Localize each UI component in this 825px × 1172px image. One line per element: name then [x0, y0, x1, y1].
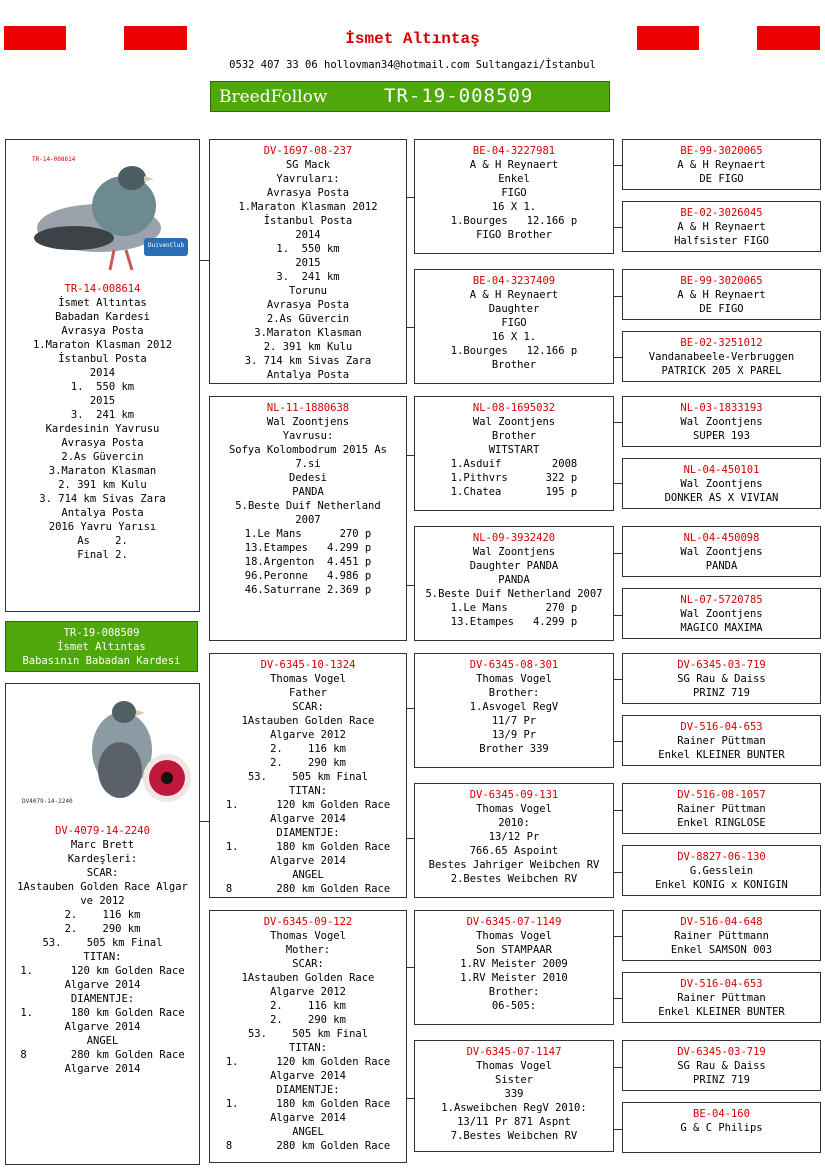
pedigree-line: PANDA: [498, 574, 530, 586]
pedigree-line: 3. 714 km Sivas Zara: [244, 355, 372, 367]
ancestor-card-gen4: [622, 396, 821, 447]
ring-number: BE-02-3026045: [680, 207, 763, 219]
pedigree-line: Thomas Vogel: [476, 803, 552, 815]
pedigree-line: 1Astauben Golden Race: [241, 972, 375, 984]
pedigree-line: Yavrusu:: [282, 430, 334, 442]
connector: [406, 327, 414, 328]
pedigree-line: Son STAMPAAR: [476, 944, 552, 956]
pedigree-line: MAGICO MAXIMA: [680, 622, 763, 634]
pedigree-line: Thomas Vogel: [270, 930, 346, 942]
ancestor-card-gen4: [622, 526, 821, 577]
ancestor-card-gen2: [209, 910, 407, 1163]
pedigree-line: 13.Etampes 4.299 p: [244, 542, 372, 554]
pedigree-line: 2010:: [498, 817, 530, 829]
pedigree-line: Enkel KLEINER BUNTER: [658, 1006, 785, 1018]
ancestor-card-gen4: [622, 588, 821, 639]
ring-number: BE-99-3020065: [680, 275, 763, 287]
pedigree-line: SCAR:: [86, 867, 119, 879]
brand-name: BreedFollow: [219, 87, 328, 107]
pedigree-line: DONKER AS X VIVIAN: [664, 492, 779, 504]
pedigree-line: Algarve 2014: [270, 1070, 346, 1082]
ring-number: DV-516-04-653: [680, 721, 763, 733]
pedigree-line: 2. 290 km: [64, 923, 141, 935]
pedigree-line: A & H Reynaert: [677, 221, 766, 233]
pedigree-line: 7.Bestes Weibchen RV: [450, 1130, 578, 1142]
pedigree-line: 766.65 Aspoint: [469, 845, 559, 857]
pedigree-line: 11/7 Pr: [491, 715, 537, 727]
pedigree-line: DE FIGO: [699, 173, 744, 185]
connector: [614, 679, 622, 680]
ring-number: NL-09-3932420: [472, 532, 556, 544]
pedigree-line: Algarve 2014: [270, 813, 346, 825]
subject-ring: TR-19-008509: [63, 627, 140, 639]
pedigree-line: 3. 241 km: [70, 409, 135, 421]
pedigree-line: DIAMENTJE:: [276, 827, 340, 839]
pedigree-line: Mother:: [285, 944, 331, 956]
pedigree-line: PRINZ 719: [693, 687, 750, 699]
pedigree-line: Avrasya Posta: [266, 187, 350, 199]
ancestor-card-gen3: [414, 139, 614, 254]
pedigree-line: 53. 505 km Final: [247, 1028, 369, 1040]
ring-number: DV-8827-06-130: [677, 851, 766, 863]
pedigree-line: 5.Beste Duif Netherland 2007: [425, 588, 603, 600]
pedigree-line: Enkel KONIG x KONIGIN: [655, 879, 788, 891]
ring-number: NL-11-1880638: [266, 402, 350, 414]
ring-number: BE-04-160: [693, 1108, 750, 1120]
connector: [406, 197, 414, 198]
pedigree-line: 3. 714 km Sivas Zara: [39, 493, 166, 505]
pedigree-line: 2.As Güvercin: [61, 451, 144, 463]
pedigree-line: Rainer Püttman: [677, 803, 766, 815]
pedigree-line: 1. 180 km Golden Race: [20, 1007, 185, 1019]
pedigree-line: Rainer Püttman: [677, 992, 766, 1004]
pedigree-line: Algarve 2012: [270, 729, 346, 741]
pedigree-line: Wal Zoontjens: [680, 546, 763, 558]
pedigree-line: 53. 505 km Final: [247, 771, 369, 783]
pedigree-line: 3.Maraton Klasman: [48, 465, 157, 477]
pedigree-line: G.Gesslein: [689, 865, 754, 877]
ancestor-card-gen4: [622, 845, 821, 896]
pigeon-image: [14, 146, 192, 276]
ring-number: DV-1697-08-237: [263, 145, 353, 157]
pedigree-line: İstanbul Posta: [263, 215, 353, 227]
ring-number: NL-04-450098: [683, 532, 760, 544]
pedigree-line: Brother 339: [479, 743, 549, 755]
ring-number: NL-03-1833193: [680, 402, 763, 414]
pedigree-line: 1. 120 km Golden Race: [225, 1056, 391, 1068]
pedigree-line: Algarve 2014: [64, 1063, 141, 1075]
ancestor-card-gen3: [414, 526, 614, 641]
ring-number: DV-6345-07-1149: [466, 916, 562, 928]
connector: [614, 998, 622, 999]
pedigree-line: Kardeşleri:: [67, 853, 138, 865]
connector: [406, 708, 414, 709]
pedigree-line: Algarve 2012: [270, 986, 346, 998]
subject-line: Babasının Babadan Kardesi: [22, 655, 181, 667]
pedigree-line: 1.Maraton Klasman 2012: [238, 201, 378, 213]
pedigree-line: ANGEL: [86, 1035, 119, 1047]
ancestor-card-gen4: [622, 910, 821, 961]
connector: [614, 1067, 622, 1068]
ancestor-card-gen4: [622, 783, 821, 834]
pedigree-line: DE FIGO: [699, 303, 744, 315]
ancestor-card-gen4: [622, 269, 821, 320]
pedigree-line: Rainer Püttmann: [674, 930, 769, 942]
ring-number: DV-6345-09-122: [263, 916, 353, 928]
pedigree-line: 7.si: [295, 458, 321, 470]
pedigree-line: Enkel KLEINER BUNTER: [658, 749, 785, 761]
pedigree-line: 2. 116 km: [64, 909, 141, 921]
connector: [199, 821, 209, 822]
pedigree-line: Sofya Kolombodrum 2015 As: [228, 444, 388, 456]
pedigree-line: Wal Zoontjens: [266, 416, 350, 428]
pedigree-line: 13/12 Pr: [488, 831, 540, 843]
pedigree-line: Wal Zoontjens: [680, 416, 763, 428]
pedigree-line: Thomas Vogel: [476, 930, 552, 942]
ancestor-card-gen2: [209, 396, 407, 641]
pedigree-line: Marc Brett: [70, 839, 135, 851]
ring-number: DV-516-04-648: [680, 916, 763, 928]
pedigree-line: PANDA: [292, 486, 324, 498]
pedigree-line: Babadan Kardesi: [55, 311, 150, 323]
dam-card: [5, 683, 200, 1165]
sire-photo-caption: TR-14-008614: [32, 156, 76, 163]
pedigree-line: FIGO: [501, 187, 527, 199]
pedigree-line: Antalya Posta: [266, 369, 350, 381]
pedigree-line: SCAR:: [292, 958, 324, 970]
pedigree-line: Halfsister FIGO: [674, 235, 769, 247]
pedigree-line: 2. 391 km Kulu: [58, 479, 147, 491]
pedigree-line: ANGEL: [292, 1126, 324, 1138]
ancestor-card-gen3: [414, 653, 614, 768]
ring-number: DV-6345-03-719: [677, 659, 766, 671]
dam-photo: [12, 690, 195, 812]
ancestor-card-gen2: [209, 139, 407, 384]
pedigree-line: A & H Reynaert: [469, 289, 559, 301]
ancestor-card-gen4: [622, 331, 821, 382]
ring-number: DV-516-04-653: [680, 978, 763, 990]
pedigree-line: 13/11 Pr 871 Aspnt: [457, 1116, 571, 1128]
pedigree-line: Rainer Püttman: [677, 735, 766, 747]
pedigree-line: TITAN:: [83, 951, 122, 963]
pedigree-line: Algarve 2014: [270, 855, 346, 867]
pedigree-line: 3. 241 km: [276, 271, 340, 283]
ring-number: DV-6345-07-1147: [466, 1046, 562, 1058]
pedigree-line: 06-505:: [491, 1000, 537, 1012]
ring-number: NL-04-450101: [683, 464, 760, 476]
pedigree-line: 1. 550 km: [276, 243, 340, 255]
ancestor-card-gen4: [622, 972, 821, 1023]
dam-details: [6, 838, 199, 1076]
banner-ring-number: TR-19-008509: [384, 85, 534, 107]
pedigree-line: Wal Zoontjens: [472, 416, 556, 428]
ring-number: BE-99-3020065: [680, 145, 763, 157]
pedigree-line: 3.Maraton Klasman: [254, 327, 362, 339]
sire-photo: [14, 146, 192, 276]
pedigree-line: SCAR:: [292, 701, 324, 713]
pedigree-line: FIGO: [501, 317, 527, 329]
ring-number: NL-08-1695032: [472, 402, 556, 414]
ring-number: DV-516-08-1057: [677, 789, 766, 801]
pedigree-line: 2015: [89, 395, 116, 407]
connector: [614, 741, 622, 742]
pedigree-line: Brother:: [488, 986, 540, 998]
pigeon-image: [12, 690, 195, 812]
pedigree-line: Brother: [491, 359, 537, 371]
pedigree-line: 18.Argenton 4.451 p: [244, 556, 372, 568]
pedigree-line: 1. 120 km Golden Race: [225, 799, 391, 811]
pedigree-line: TITAN:: [289, 1042, 327, 1054]
pedigree-line: 2. 116 km: [270, 1000, 346, 1012]
pedigree-line: 1.RV Meister 2009: [460, 958, 568, 970]
pedigree-line: 1. 180 km Golden Race: [225, 1098, 391, 1110]
connector: [614, 483, 622, 484]
pedigree-line: Vandanabeele-Verbruggen: [648, 351, 795, 363]
pedigree-line: Wal Zoontjens: [472, 546, 556, 558]
pedigree-line: 2. 391 km Kulu: [263, 341, 353, 353]
pedigree-line: Torunu: [289, 285, 327, 297]
breeder-contact: 0532 407 33 06 hollovman34@hotmail.com Sultangazi/İstanbul: [229, 59, 596, 71]
ring-number: BE-04-3227981: [472, 145, 556, 157]
pedigree-line: SUPER 193: [693, 430, 750, 442]
pedigree-line: İsmet Altıntas: [58, 297, 147, 309]
ancestor-card-gen4: [622, 458, 821, 509]
pedigree-line: 13/9 Pr: [491, 729, 537, 741]
pedigree-line: FIGO Brother: [476, 229, 552, 241]
pedigree-line: TITAN:: [289, 785, 327, 797]
pedigree-line: SG Mack: [285, 159, 331, 171]
connector: [406, 585, 414, 586]
pedigree-line: 2007: [295, 514, 321, 526]
pedigree-line: 2.Bestes Weibchen RV: [450, 873, 578, 885]
pedigree-line: 2. 290 km: [270, 757, 346, 769]
pedigree-line: Antalya Posta: [61, 507, 144, 519]
pedigree-line: As 2.: [77, 535, 128, 547]
pedigree-line: Avrasya Posta: [61, 325, 144, 337]
ring-number: DV-6345-09-131: [469, 789, 559, 801]
ancestor-card-gen4: [622, 139, 821, 190]
pedigree-line: 8 280 km Golden Race: [20, 1049, 185, 1061]
pedigree-line: DIAMENTJE:: [70, 993, 135, 1005]
pedigree-line: Thomas Vogel: [270, 673, 346, 685]
pedigree-line: 1.Bourges 12.166 p: [450, 345, 578, 357]
pedigree-line: 2.As Güvercin: [266, 313, 350, 325]
pedigree-line: PRINZ 719: [693, 1074, 750, 1086]
pedigree-line: 1Astauben Golden Race Algar: [17, 881, 188, 893]
pedigree-line: A & H Reynaert: [677, 159, 766, 171]
duivenclub-logo: DuivenClub: [148, 242, 185, 249]
ancestor-card-gen4: [622, 715, 821, 766]
ancestor-card-gen3: [414, 783, 614, 898]
pedigree-line: 1.Le Mans 270 p: [244, 528, 372, 540]
pedigree-line: 46.Saturrane 2.369 p: [244, 584, 372, 596]
connector: [614, 1129, 622, 1130]
pedigree-line: Avrasya Posta: [266, 299, 350, 311]
pedigree-line: 1.Asduif 2008: [450, 458, 578, 470]
pedigree-line: PANDA: [705, 560, 738, 572]
pedigree-line: Brother: [491, 430, 537, 442]
pedigree-line: Thomas Vogel: [476, 1060, 552, 1072]
ancestor-card-gen4: [622, 653, 821, 704]
pedigree-line: 1.Maraton Klasman 2012: [32, 339, 173, 351]
pedigree-line: DIAMENTJE:: [276, 1084, 340, 1096]
pedigree-line: ANGEL: [292, 869, 324, 881]
pedigree-line: 1.Pithvrs 322 p: [450, 472, 578, 484]
connector: [614, 296, 622, 297]
connector: [406, 1098, 414, 1099]
sire-ring: TR-14-008614: [64, 283, 141, 295]
pedigree-line: Dedesi: [289, 472, 327, 484]
pedigree-line: 2016 Yavru Yarısı: [48, 521, 157, 533]
subject-card: [5, 621, 198, 672]
pedigree-line: 1.Bourges 12.166 p: [450, 215, 578, 227]
breedfollow-banner: [210, 81, 610, 112]
pedigree-line: Wal Zoontjens: [680, 478, 763, 490]
pedigree-line: 1.RV Meister 2010: [460, 972, 568, 984]
pedigree-line: Enkel RINGLOSE: [677, 817, 766, 829]
pedigree-line: G & C Philips: [680, 1122, 763, 1134]
pedigree-line: 5.Beste Duif Netherland: [235, 500, 381, 512]
ancestor-card-gen4: [622, 1102, 821, 1153]
connector: [614, 872, 622, 873]
pedigree-line: 1Astauben Golden Race: [241, 715, 375, 727]
pedigree-line: 2. 116 km: [270, 743, 346, 755]
ancestor-card-gen2: [209, 653, 407, 898]
pedigree-line: 1. 550 km: [70, 381, 135, 393]
pedigree-line: 16 X 1.: [491, 331, 537, 343]
pedigree-line: 8 280 km Golden Race: [225, 1140, 391, 1152]
pedigree-line: Avrasya Posta: [61, 437, 144, 449]
ring-number: NL-07-5720785: [680, 594, 763, 606]
pedigree-line: 339: [504, 1088, 524, 1100]
pedigree-line: Algarve 2014: [270, 1112, 346, 1124]
connector: [614, 936, 622, 937]
connector: [614, 553, 622, 554]
subject-line: İsmet Altıntas: [57, 641, 146, 653]
pedigree-line: Algarve 2014: [64, 979, 141, 991]
pedigree-line: Sister: [495, 1074, 533, 1086]
ancestor-card-gen3: [414, 269, 614, 384]
pedigree-line: Father: [289, 687, 327, 699]
pedigree-line: 1.Asvogel RegV: [469, 701, 559, 713]
pedigree-line: Daughter PANDA: [469, 560, 559, 572]
ancestor-card-gen4: [622, 201, 821, 252]
ancestor-card-gen3: [414, 396, 614, 511]
pedigree-line: 1.Asweibchen RegV 2010:: [441, 1102, 587, 1114]
pedigree-line: SG Rau & Daiss: [677, 673, 766, 685]
pedigree-line: 53. 505 km Final: [42, 937, 163, 949]
pedigree-line: Kardesinin Yavrusu: [45, 423, 160, 435]
connector: [614, 165, 622, 166]
pedigree-line: 2015: [295, 257, 321, 269]
pedigree-line: 8 280 km Golden Race: [225, 883, 391, 895]
ring-number: DV-6345-10-1324: [260, 659, 356, 671]
pedigree-line: Final 2.: [77, 549, 128, 561]
pedigree-line: Wal Zoontjens: [680, 608, 763, 620]
pedigree-line: SG Rau & Daiss: [677, 1060, 766, 1072]
pedigree-line: ve 2012: [80, 895, 125, 907]
pedigree-line: 2014: [89, 367, 116, 379]
pedigree-line: Daughter: [488, 303, 540, 315]
pedigree-line: PATRICK 205 X PAREL: [661, 365, 782, 377]
dam-ring: DV-4079-14-2240: [55, 825, 150, 837]
connector: [614, 422, 622, 423]
pedigree-line: İstanbul Posta: [58, 353, 147, 365]
connector: [406, 967, 414, 968]
pedigree-line: 1. 120 km Golden Race: [20, 965, 185, 977]
ancestor-card-gen3: [414, 1040, 614, 1152]
pedigree-line: Thomas Vogel: [476, 673, 552, 685]
pedigree-line: 1.Le Mans 270 p: [450, 602, 578, 614]
ancestor-card-gen3: [414, 910, 614, 1025]
pedigree-line: Algarve 2014: [64, 1021, 141, 1033]
pedigree-line: Enkel: [498, 173, 530, 185]
ring-number: DV-6345-08-301: [469, 659, 559, 671]
connector: [406, 838, 414, 839]
connector: [406, 455, 414, 456]
connector: [614, 810, 622, 811]
pedigree-line: Enkel SAMSON 003: [670, 944, 773, 956]
pedigree-line: 16 X 1.: [491, 201, 537, 213]
pedigree-line: A & H Reynaert: [677, 289, 766, 301]
breeder-name: İsmet Altıntaş: [345, 30, 480, 48]
connector: [614, 357, 622, 358]
ancestor-card-gen4: [622, 1040, 821, 1091]
dam-photo-caption: DV4079-14-2240: [22, 798, 73, 805]
pedigree-line: 2. 290 km: [270, 1014, 346, 1026]
connector: [614, 615, 622, 616]
connector: [199, 260, 209, 261]
pedigree-line: A & H Reynaert: [469, 159, 559, 171]
pedigree-line: 1. 180 km Golden Race: [225, 841, 391, 853]
ring-number: DV-6345-03-719: [677, 1046, 766, 1058]
ring-number: BE-02-3251012: [680, 337, 763, 349]
pedigree-line: 1.Chatea 195 p: [450, 486, 578, 498]
sire-details: [6, 296, 199, 562]
sire-card: [5, 139, 200, 612]
pedigree-line: Brother:: [488, 687, 540, 699]
pedigree-line: 96.Peronne 4.986 p: [244, 570, 372, 582]
pedigree-line: 13.Etampes 4.299 p: [450, 616, 578, 628]
pedigree-line: WITSTART: [488, 444, 540, 456]
pedigree-line: 2014: [295, 229, 321, 241]
connector: [614, 227, 622, 228]
ring-number: BE-04-3237409: [472, 275, 556, 287]
pedigree-line: Bestes Jahriger Weibchen RV: [428, 859, 600, 871]
pedigree-line: Yavruları:: [276, 173, 340, 185]
